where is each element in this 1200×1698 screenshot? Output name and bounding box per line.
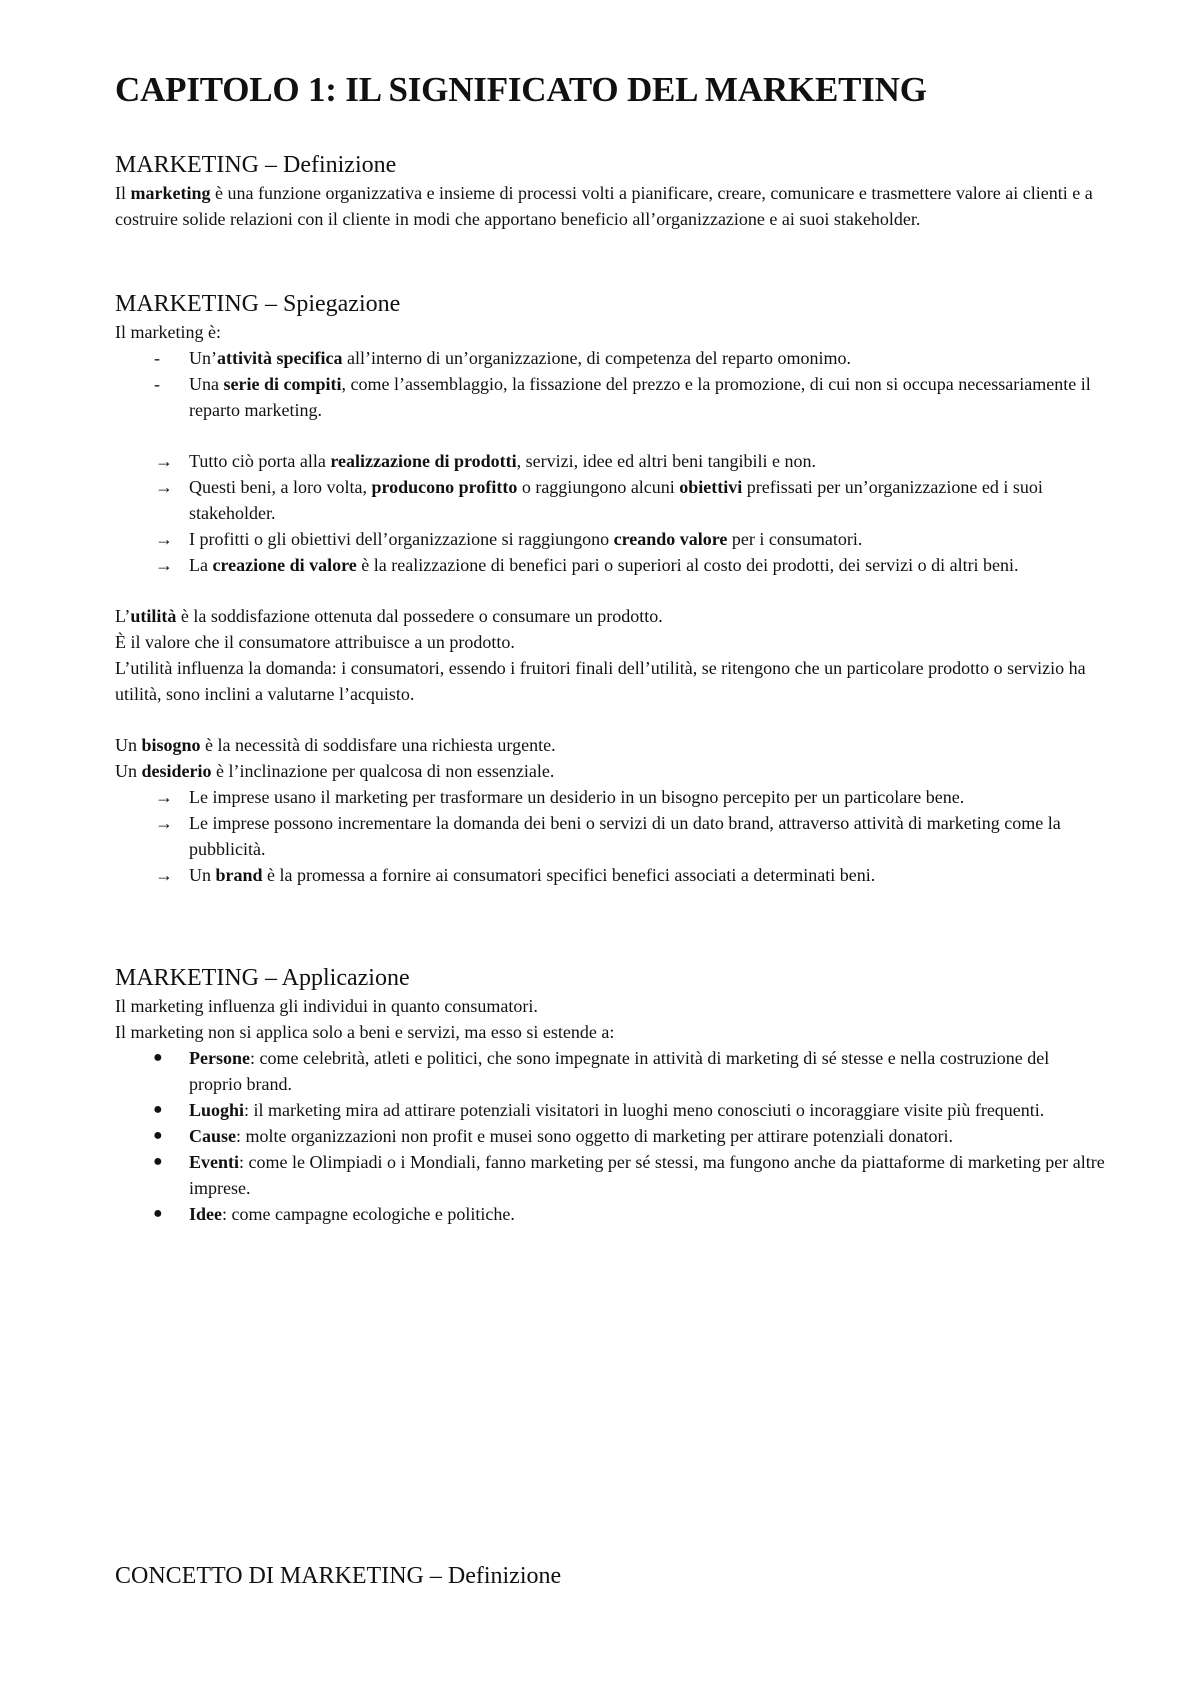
- list-item: → Questi beni, a loro volta, producono profitto o raggiungono alcuni obiettivi prefissati per un’organizzazione ed i suoi stakeholder.: [115, 474, 1105, 526]
- dash-marker: -: [154, 374, 160, 394]
- utility-paragraph: È il valore che il consumatore attribuisce a un prodotto.: [115, 632, 515, 652]
- application-paragraph: Il marketing non si applica solo a beni e servizi, ma esso si estende a:: [115, 1022, 615, 1042]
- list-item: ● Luoghi: il marketing mira ad attirare potenziali visitatori in luoghi meno conosciuti o incoraggiare visite più frequenti.: [115, 1097, 1105, 1123]
- section-applicazione: [115, 963, 1105, 1227]
- list-item: ● Idee: come campagne ecologiche e politiche.: [115, 1201, 1105, 1227]
- chapter-title: CAPITOLO 1: IL SIGNIFICATO DEL MARKETING: [115, 70, 927, 109]
- list-item: → Le imprese possono incrementare la domanda dei beni o servizi di un dato brand, attraverso attività di marketing come la pubblicità.: [115, 810, 1105, 862]
- need-paragraph: Un bisogno è la necessità di soddisfare una richiesta urgente.: [115, 735, 556, 755]
- section-heading: MARKETING – Applicazione: [115, 965, 410, 991]
- application-paragraph: Il marketing influenza gli individui in quanto consumatori.: [115, 996, 538, 1016]
- arrow-icon: →: [155, 813, 173, 833]
- arrow-icon: →: [155, 529, 173, 549]
- arrow-icon: →: [155, 865, 173, 885]
- section-heading: CONCETTO DI MARKETING – Definizione: [115, 1563, 562, 1589]
- list-item: → Tutto ciò porta alla realizzazione di prodotti, servizi, idee ed altri beni tangibili e non.: [115, 448, 1105, 474]
- section-heading: MARKETING – Definizione: [115, 152, 397, 178]
- utility-paragraph: L’utilità influenza la domanda: i consumatori, essendo i fruitori finali dell’utilità, se ritengono che un particolare prodotto o servizio ha utilità, sono inclini a valutarne l’acquisto.: [115, 658, 1086, 704]
- bullet-icon: ●: [153, 1127, 163, 1144]
- bullet-icon: ●: [153, 1205, 163, 1222]
- section-definizione: [115, 150, 1105, 232]
- dash-marker: -: [154, 348, 160, 368]
- list-item: ● Cause: molte organizzazioni non profit e musei sono oggetto di marketing per attirare potenziali donatori.: [115, 1123, 1105, 1149]
- arrow-icon: →: [155, 477, 173, 497]
- list-item: → Un brand è la promessa a fornire ai consumatori specifici benefici associati a determinati beni.: [115, 862, 1105, 888]
- bullet-icon: ●: [153, 1101, 163, 1118]
- arrow-icon: →: [155, 451, 173, 471]
- list-item: → Le imprese usano il marketing per trasformare un desiderio in un bisogno percepito per un particolare bene.: [115, 784, 1105, 810]
- intro-text: Il marketing è:: [115, 322, 221, 342]
- definition-paragraph: Il marketing è una funzione organizzativa e insieme di processi volti a pianificare, creare, comunicare e trasmettere valore ai clienti e a costruire solide relazioni con il cliente in modi che apportano beneficio all’organizzazione e ai suoi stakeholder.: [115, 183, 1093, 229]
- arrow-icon: →: [155, 787, 173, 807]
- utility-paragraph: L’utilità è la soddisfazione ottenuta dal possedere o consumare un prodotto.: [115, 606, 663, 626]
- section-heading: MARKETING – Spiegazione: [115, 291, 401, 317]
- section-concetto: [115, 1561, 1105, 1591]
- desire-paragraph: Un desiderio è l’inclinazione per qualcosa di non essenziale.: [115, 761, 555, 781]
- arrow-icon: →: [155, 555, 173, 575]
- section-spiegazione: [115, 289, 1105, 888]
- bullet-icon: ●: [153, 1153, 163, 1170]
- list-item: ● Persone: come celebrità, atleti e politici, che sono impegnate in attività di marketing di sé stesse e nella costruzione del proprio brand.: [115, 1045, 1105, 1097]
- list-item: → La creazione di valore è la realizzazione di benefici pari o superiori al costo dei prodotti, dei servizi o di altri beni.: [115, 552, 1105, 578]
- list-item: - Un’attività specifica all’interno di un’organizzazione, di competenza del reparto omonimo.: [115, 345, 1105, 371]
- bullet-icon: ●: [153, 1049, 163, 1066]
- list-item: - Una serie di compiti, come l’assemblaggio, la fissazione del prezzo e la promozione, di cui non si occupa necessariamente il reparto marketing.: [115, 371, 1105, 423]
- list-item: ● Eventi: come le Olimpiadi o i Mondiali, fanno marketing per sé stessi, ma fungono anche da piattaforme di marketing per altre imprese.: [115, 1149, 1105, 1201]
- list-item: → I profitti o gli obiettivi dell’organizzazione si raggiungono creando valore per i consumatori.: [115, 526, 1105, 552]
